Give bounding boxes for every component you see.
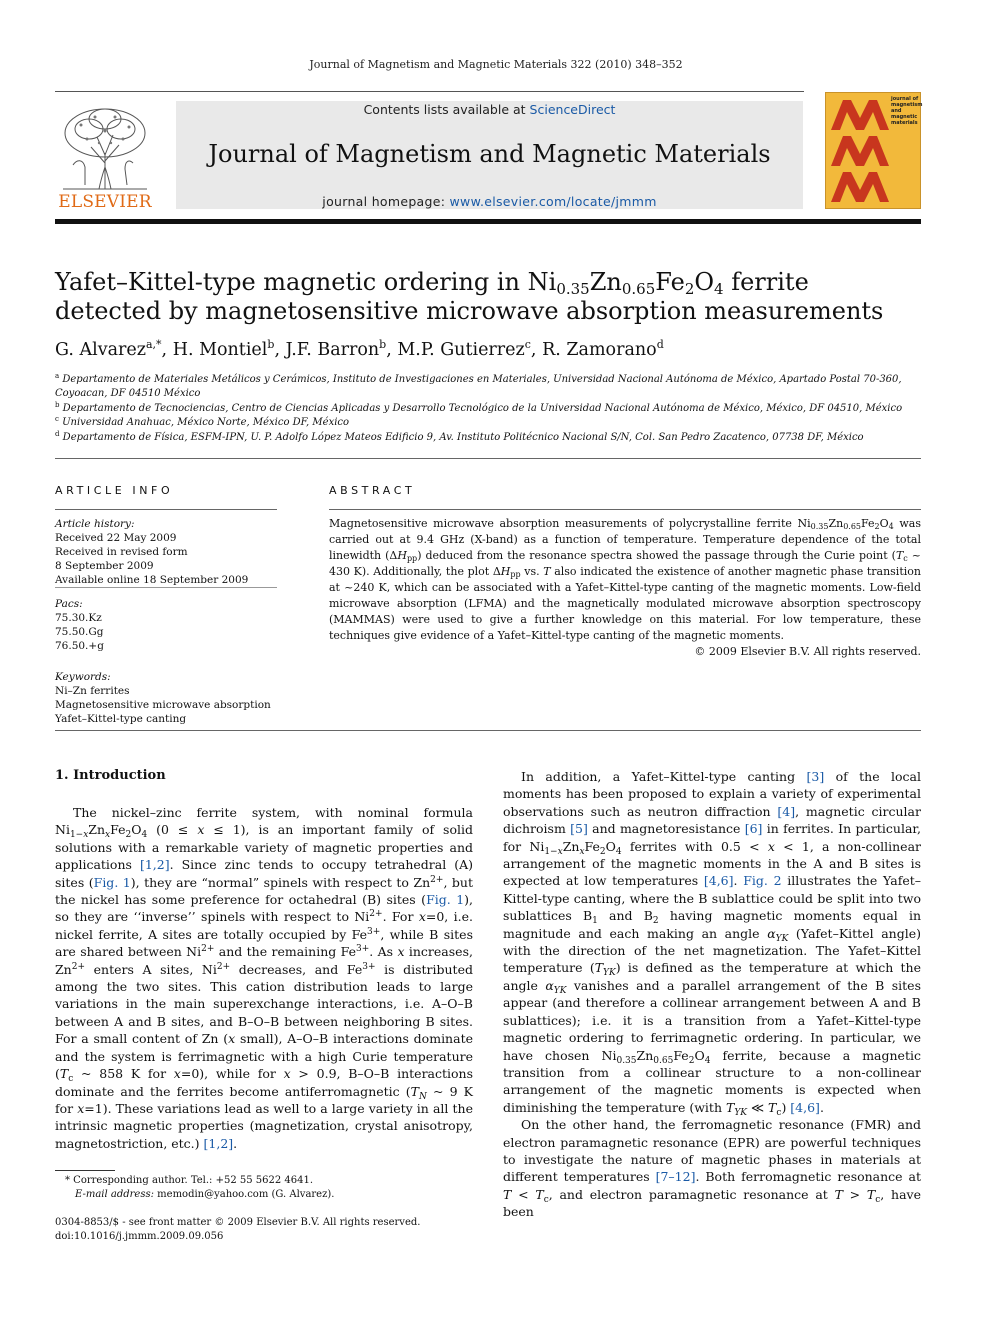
affiliation-text: Departamento de Física, ESFM-IPN, U. P. Adolfo López Mateos Edificio 9, Av. Instituto Politécnico Nacional S/N, Col. San Pedro Zacatenco, 07738 DF, México (62, 431, 864, 443)
running-head: Journal of Magnetism and Magnetic Materials 322 (2010) 348–352 (309, 58, 683, 71)
citation-link[interactable]: [5] (570, 821, 588, 837)
title-text: Zn (589, 268, 622, 296)
history-item: 8 September 2009 (55, 560, 154, 572)
article-info-heading: ARTICLE INFO (55, 484, 174, 497)
homepage-link[interactable]: www.elsevier.com/locate/jmmm (449, 194, 657, 209)
citation-link[interactable]: [7–12] (655, 1169, 696, 1185)
title-text: O (694, 268, 715, 296)
paragraph: The nickel–zinc ferrite system, with nominal formula $Ni_{1-x}Zn_xFe_2O_4$ (0 ≤ x ≤ 1), is an important family of solid solutions with a remarkable variety of magnetic properties and applications [1,2]. Since zinc tends to occupy tetrahedral (A) sites (Fig. 1), they are “normal” spinels with respect to $Zn^{2+}$, but the nickel has some preference for octahedral (B) sites (Fig. 1), so they are ‘‘inverse’’ spinels with respect to $Ni^{2+}$. For x=0, i.e. nickel ferrite, A sites are totally occupied by $Fe^{3+}$, while B sites are shared between $Ni^{2+}$ and the remaining $Fe^{3+}$. As x increases, $Zn^{2+}$ enters A sites, $Ni^{2+}$ decreases, and $Fe^{3+}$ is distributed among the two sites. This cation distribution leads to large variations in the main superexchange interactions, i.e. A–O–B between A and B sites, and B–O–B between neighboring B sites. For a small content of Zn (x small), A–O–B interactions dominate and the system is ferrimagnetic with a high Curie temperature ($T_c$ ~ 858 K for x=0), while for x > 0.9, B–O–B interactions dominate and the ferrites become antiferromagnetic ($T_N$ ~ 9 K for x=1). These variations lead as well to a large variety in all the intrinsic magnetic properties (magnetization, crystal anisotropy, magnetostriction, etc.) [1,2]. (55, 805, 474, 1151)
author-affil-marker: c (524, 338, 531, 351)
pacs-item: 75.50.Gg (55, 626, 104, 638)
header-thick-rule (55, 219, 921, 224)
affiliation (55, 431, 921, 445)
affiliation-rule (55, 458, 921, 459)
title-subscript: 4 (714, 280, 724, 298)
affiliation (55, 402, 921, 416)
abstract-heading: ABSTRACT (329, 484, 416, 497)
keyword-item: Ni–Zn ferrites (55, 685, 130, 697)
body-start-rule (55, 730, 921, 731)
affiliation (55, 416, 921, 430)
elsevier-wordmark: ELSEVIER (58, 192, 152, 212)
citation-link[interactable]: [4] (777, 803, 796, 819)
pacs-label: Pacs: (55, 598, 83, 610)
article-info-rule (55, 509, 277, 510)
body-column-left (55, 804, 473, 1152)
title-text: Yafet–Kittel-type magnetic ordering in Ni (55, 268, 557, 296)
sciencedirect-link[interactable]: ScienceDirect (529, 102, 616, 117)
affiliation-text: Departamento de Materiales Metálicos y Cerámicos, Instituto de Investigaciones en Materiales, Universidad Nacional Autónoma de México, Apartado Postal 70-360, Coyoacan, DF 04510 México (55, 374, 902, 400)
pacs-block (55, 597, 277, 653)
journal-title: Journal of Magnetism and Magnetic Materials (208, 140, 771, 168)
title-subscript: 0.35 (556, 280, 590, 298)
keyword-item: Magnetosensitive microwave absorption (55, 699, 271, 711)
title-text: ferrite detected by magnetosensitive microwave absorption measurements (55, 268, 884, 325)
citation-link[interactable]: [1,2] (139, 857, 170, 873)
author-name[interactable]: H. Montiel (172, 340, 268, 360)
pacs-item: 75.30.Kz (55, 612, 102, 624)
abstract-rule (329, 509, 921, 510)
history-item: Received 22 May 2009 (55, 532, 177, 544)
affiliations (55, 373, 921, 445)
section-heading-introduction: 1. Introduction (55, 768, 166, 783)
article-info-divider (55, 587, 277, 588)
doi-line[interactable]: doi:10.1016/j.jmmm.2009.09.056 (55, 1231, 224, 1242)
author-affil-marker: a,* (145, 338, 162, 351)
cover-text-line: and (891, 108, 902, 114)
author-name[interactable]: G. Alvarez (55, 340, 146, 360)
email-address[interactable]: memodin@yahoo.com (G. Alvarez). (153, 1189, 335, 1200)
keywords-block (55, 670, 277, 726)
author-affil-marker: d (656, 338, 664, 351)
email-note (55, 1188, 473, 1202)
cover-text-line: magnetism (891, 102, 923, 108)
abstract-text: Magnetosensitive microwave absorption measurements of polycrystalline ferrite $Ni_{0.35}Zn_{0.65}Fe_2O_4$ was carried out at 9.4 GHz (X-band) as a function of temperature. Temperature dependence of the total linewidth $(\Delta H_{pp})$ deduced from the resonance spectra showed the passage through the Curie point ($T_c$ ~ 430 K). Additionally, the plot $\Delta H_{pp}$ vs. T also indicated the existence of another magnetic phase transition at ~240 K, which can be associated with a Yafet–Kittel-type canting of the magnetic moments. Low-field microwave absorption (LFMA) and the magnetically modulated microwave absorption spectroscopy (MAMMAS) were used to give a further knowledge on this material. For low temperature, these techniques give evidence of a Yafet–Kittel-type canting of the magnetic moments. (329, 517, 921, 642)
footnote (55, 1174, 473, 1202)
author-name[interactable]: J.F. Barron (285, 340, 380, 360)
body-column-right (503, 768, 921, 1221)
affiliation-marker: c (55, 415, 59, 424)
figure-link[interactable]: Fig. 1 (426, 892, 465, 908)
paragraph: In addition, a Yafet–Kittel-type canting [3] of the local moments has been proposed to explain a variety of experimental observations such as neutron diffraction [4], magnetic circular dichroism [5] and magnetoresistance [6] in ferrites. In particular, for $Ni_{1-x}Zn_xFe_2O_4$ ferrites with 0.5 < x < 1, a non-collinear arrangement of the magnetic moments in the A and B sites is expected at low temperatures [4,6]. Fig. 2 illustrates the Yafet–Kittel-type canting, where the B sublattice could be split into two sublattices $B_1$ and $B_2$ having magnetic moments equal in magnitude and each making an angle $\alpha_{YK}$ (Yafet–Kittel angle) with the direction of the net magnetization. The Yafet–Kittel temperature $(T_{YK})$ is defined as the temperature at which the angle $\alpha_{YK}$ vanishes and a parallel arrangement of the B sites appear (and therefore a collinear arrangement between A and B sublattices); i.e. it is a transition from a Yafet–Kittel-type magnetic ordering to ferrimagnetic ordering. In particular, we have chosen $Ni_{0.35}Zn_{0.65}Fe_2O_4$ ferrite, because a magnetic transition from a collinear structure to a non-collinear arrangement of the magnetic moments is expected when diminishing the temperature (with $T_{YK}$ ≪ $T_c$) [4,6]. (503, 769, 922, 1118)
article-history (55, 517, 277, 587)
affiliation-marker: b (55, 400, 60, 409)
article-title (55, 268, 921, 326)
issn-line: 0304-8853/$ - see front matter © 2009 Elsevier B.V. All rights reserved. (55, 1217, 421, 1228)
header-rule (55, 91, 804, 92)
citation-link[interactable]: [4,6] (703, 873, 734, 889)
citation-link[interactable]: [1,2] (203, 1135, 234, 1151)
history-item: Received in revised form (55, 546, 188, 558)
affiliation (55, 373, 921, 402)
figure-link[interactable]: Fig. 2 (743, 873, 782, 889)
citation-link[interactable]: [4,6] (790, 1099, 820, 1115)
cover-mmm-icon (829, 96, 891, 206)
history-label: Article history: (55, 518, 135, 530)
page-footer (55, 1216, 475, 1244)
affiliation-marker: a (55, 372, 60, 380)
affiliation-marker: d (55, 429, 60, 438)
affiliation-text: Universidad Anahuac, México Norte, México DF, México (62, 417, 350, 429)
author-name[interactable]: R. Zamorano (542, 340, 657, 360)
history-item: Available online 18 September 2009 (55, 574, 249, 586)
author-name[interactable]: M.P. Gutierrez (397, 340, 525, 360)
title-text: Fe (655, 268, 685, 296)
keyword-item: Yafet–Kittel-type canting (55, 713, 187, 725)
paragraph: On the other hand, the ferromagnetic resonance (FMR) and electron paramagnetic resonance (EPR) are powerful techniques to investigate the nature of magnetic phases in materials at different temperatures [7–12]. Both ferromagnetic resonance at $T < T_c$, and electron paramagnetic resonance at $T > T_c$, have been (503, 1117, 921, 1220)
elsevier-tree-logo (55, 103, 155, 191)
affiliation-text: Departamento de Tecnociencias, Centro de Ciencias Aplicadas y Desarrollo Tecnológico de la Universidad Nacional Autónoma de México, México, DF 04510, México (62, 402, 903, 414)
contents-prefix: Contents lists available at (363, 102, 530, 117)
email-label: E-mail address: (75, 1189, 154, 1200)
cover-text-line: materials (891, 120, 918, 126)
citation-link[interactable]: [3] (806, 769, 825, 784)
author-affil-marker: b (267, 338, 275, 351)
abstract-copyright: © 2009 Elsevier B.V. All rights reserved. (694, 645, 921, 658)
homepage-line (176, 194, 803, 209)
cover-text-line: magnetic (891, 114, 918, 120)
keywords-label: Keywords: (55, 671, 111, 683)
homepage-prefix: journal homepage: (322, 194, 450, 209)
cover-text-line: journal of (891, 96, 919, 102)
pacs-item: 76.50.+g (55, 640, 104, 652)
contents-line (176, 102, 803, 117)
cover-title (891, 96, 923, 126)
title-subscript: 2 (684, 280, 695, 298)
figure-link[interactable]: Fig. 1 (93, 874, 131, 890)
title-subscript: 0.65 (621, 280, 656, 298)
corresponding-author-note: * Corresponding author. Tel.: +52 55 5622 4641. (65, 1175, 314, 1186)
author-list: G. Alvarez$^{a,*}$, H. Montiel$^b$, J.F. Barron$^b$, M.P. Gutierrez$^c$, R. Zamorano$^d$ (55, 338, 664, 360)
citation-link[interactable]: [6] (744, 821, 763, 837)
footnote-rule (55, 1170, 115, 1171)
author-affil-marker: b (379, 338, 387, 351)
